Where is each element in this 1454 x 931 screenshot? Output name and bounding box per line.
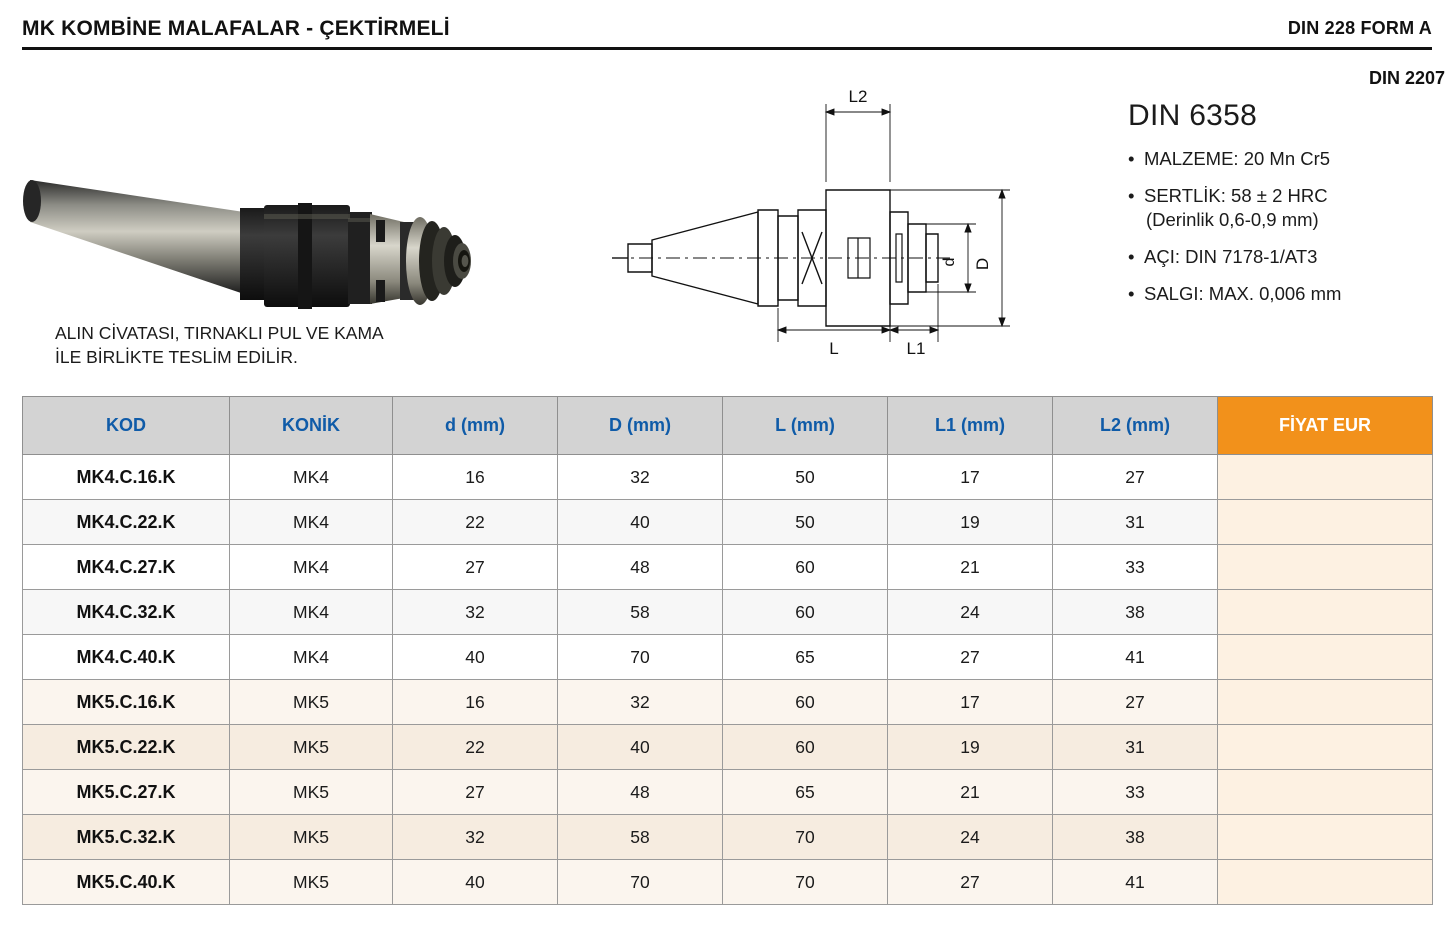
cell-fiyat[interactable] [1218,815,1433,860]
parts-table [22,396,1433,905]
dim-label-d-inner: d [941,257,958,267]
cell-L2: 41 [1053,635,1218,680]
cell-konik: MK5 [230,815,393,860]
cell-L: 70 [723,860,888,905]
photo-caption-line2: İLE BİRLİKTE TESLİM EDİLİR. [55,346,298,367]
dim-label-d-outer: D [973,257,992,271]
cell-konik: MK5 [230,770,393,815]
cell-kod: MK5.C.16.K [23,680,230,725]
cell-L1: 24 [888,815,1053,860]
spec-din6358: DIN 6358 [1128,99,1258,132]
cell-D: 58 [558,815,723,860]
specs-block [1120,68,1445,319]
table-row [23,770,1433,815]
cell-L2: 31 [1053,500,1218,545]
table-row [23,545,1433,590]
cell-kod: MK5.C.22.K [23,725,230,770]
table-row [23,590,1433,635]
column-header-kod: KOD [23,397,230,455]
spec-item-label: SALGI: MAX. 0,006 mm [1144,283,1342,305]
cell-D: 32 [558,680,723,725]
column-header-D: D (mm) [558,397,723,455]
cell-L2: 33 [1053,545,1218,590]
spec-item-runout [1128,282,1445,306]
cell-L: 60 [723,725,888,770]
cell-D: 58 [558,590,723,635]
table-row [23,455,1433,500]
cell-fiyat[interactable] [1218,545,1433,590]
cell-L1: 24 [888,590,1053,635]
cell-konik: MK4 [230,455,393,500]
product-photo-svg [12,62,552,312]
cell-d: 22 [393,725,558,770]
cell-L2: 27 [1053,455,1218,500]
table-row [23,725,1433,770]
cell-konik: MK5 [230,725,393,770]
cell-L2: 38 [1053,590,1218,635]
cell-D: 48 [558,770,723,815]
cell-d: 40 [393,860,558,905]
column-header-konik: KONİK [230,397,393,455]
cell-fiyat[interactable] [1218,770,1433,815]
cell-L2: 33 [1053,770,1218,815]
cell-fiyat[interactable] [1218,635,1433,680]
cell-L2: 41 [1053,860,1218,905]
cell-L1: 27 [888,860,1053,905]
cell-fiyat[interactable] [1218,725,1433,770]
cell-L1: 17 [888,455,1053,500]
cell-kod: MK4.C.40.K [23,635,230,680]
spec-item-material [1128,147,1445,171]
cell-kod: MK4.C.16.K [23,455,230,500]
cell-L1: 19 [888,500,1053,545]
cell-D: 48 [558,545,723,590]
cell-fiyat[interactable] [1218,680,1433,725]
column-header-fiyat: FİYAT EUR [1218,397,1433,455]
table-row [23,860,1433,905]
page-title: MK KOMBİNE MALAFALAR - ÇEKTİRMELİ [22,16,450,40]
cell-L1: 19 [888,725,1053,770]
cell-D: 70 [558,635,723,680]
technical-drawing [590,62,1110,362]
cell-d: 32 [393,590,558,635]
cell-L1: 21 [888,770,1053,815]
cell-kod: MK4.C.27.K [23,545,230,590]
cell-D: 40 [558,725,723,770]
spec-item-label: MALZEME: 20 Mn Cr5 [1144,148,1331,169]
cell-d: 22 [393,500,558,545]
spec-list [1120,147,1445,306]
cell-kod: MK5.C.27.K [23,770,230,815]
cell-L2: 38 [1053,815,1218,860]
cell-konik: MK4 [230,500,393,545]
cell-fiyat[interactable] [1218,860,1433,905]
cell-L1: 21 [888,545,1053,590]
cell-konik: MK5 [230,680,393,725]
cell-konik: MK4 [230,545,393,590]
cell-D: 70 [558,860,723,905]
cell-d: 27 [393,545,558,590]
bullet-icon: • [1128,283,1135,305]
cell-L: 65 [723,770,888,815]
photo-caption-line1: ALIN CİVATASI, TIRNAKLI PUL VE KAMA [55,323,384,343]
cell-konik: MK4 [230,635,393,680]
bullet-icon: • [1128,246,1135,268]
cell-konik: MK5 [230,860,393,905]
cell-L: 65 [723,635,888,680]
page-header [22,10,1432,50]
bullet-icon: • [1128,148,1135,169]
cell-fiyat[interactable] [1218,590,1433,635]
cell-kod: MK5.C.40.K [23,860,230,905]
table-header-row [23,397,1433,455]
product-photo [12,62,552,312]
cell-L: 50 [723,500,888,545]
column-header-L: L (mm) [723,397,888,455]
cell-L2: 27 [1053,680,1218,725]
cell-kod: MK5.C.32.K [23,815,230,860]
cell-d: 32 [393,815,558,860]
standard-label: DIN 228 FORM A [1287,18,1432,38]
cell-L: 60 [723,680,888,725]
cell-kod: MK4.C.22.K [23,500,230,545]
table-row [23,815,1433,860]
column-header-L1: L1 (mm) [888,397,1053,455]
dim-label-l: L [829,339,839,358]
column-header-L2: L2 (mm) [1053,397,1218,455]
cell-d: 16 [393,455,558,500]
cell-L: 50 [723,455,888,500]
spec-item-sublabel: (Derinlik 0,6-0,9 mm) [1146,209,1319,231]
cell-D: 32 [558,455,723,500]
technical-drawing-svg [590,62,1110,362]
cell-fiyat[interactable] [1218,500,1433,545]
spec-item-angle [1128,245,1445,269]
photo-caption [55,322,535,369]
table-row [23,635,1433,680]
cell-L2: 31 [1053,725,1218,770]
spec-item-label: AÇI: DIN 7178-1/AT3 [1144,246,1318,268]
spec-item-hardness [1128,184,1445,232]
cell-d: 27 [393,770,558,815]
cell-L: 60 [723,590,888,635]
cell-L1: 17 [888,680,1053,725]
spec-din2207: DIN 2207 [1368,68,1445,88]
cell-d: 16 [393,680,558,725]
table-row [23,680,1433,725]
cell-L1: 27 [888,635,1053,680]
cell-L: 70 [723,815,888,860]
column-header-d: d (mm) [393,397,558,455]
table-row [23,500,1433,545]
cell-fiyat[interactable] [1218,455,1433,500]
cell-d: 40 [393,635,558,680]
cell-L: 60 [723,545,888,590]
dim-label-l2: L2 [848,87,868,106]
cell-D: 40 [558,500,723,545]
spec-item-label: SERTLİK: 58 ± 2 HRC [1144,185,1328,207]
cell-konik: MK4 [230,590,393,635]
dim-label-l1: L1 [906,339,926,358]
cell-kod: MK4.C.32.K [23,590,230,635]
bullet-icon: • [1128,185,1135,207]
